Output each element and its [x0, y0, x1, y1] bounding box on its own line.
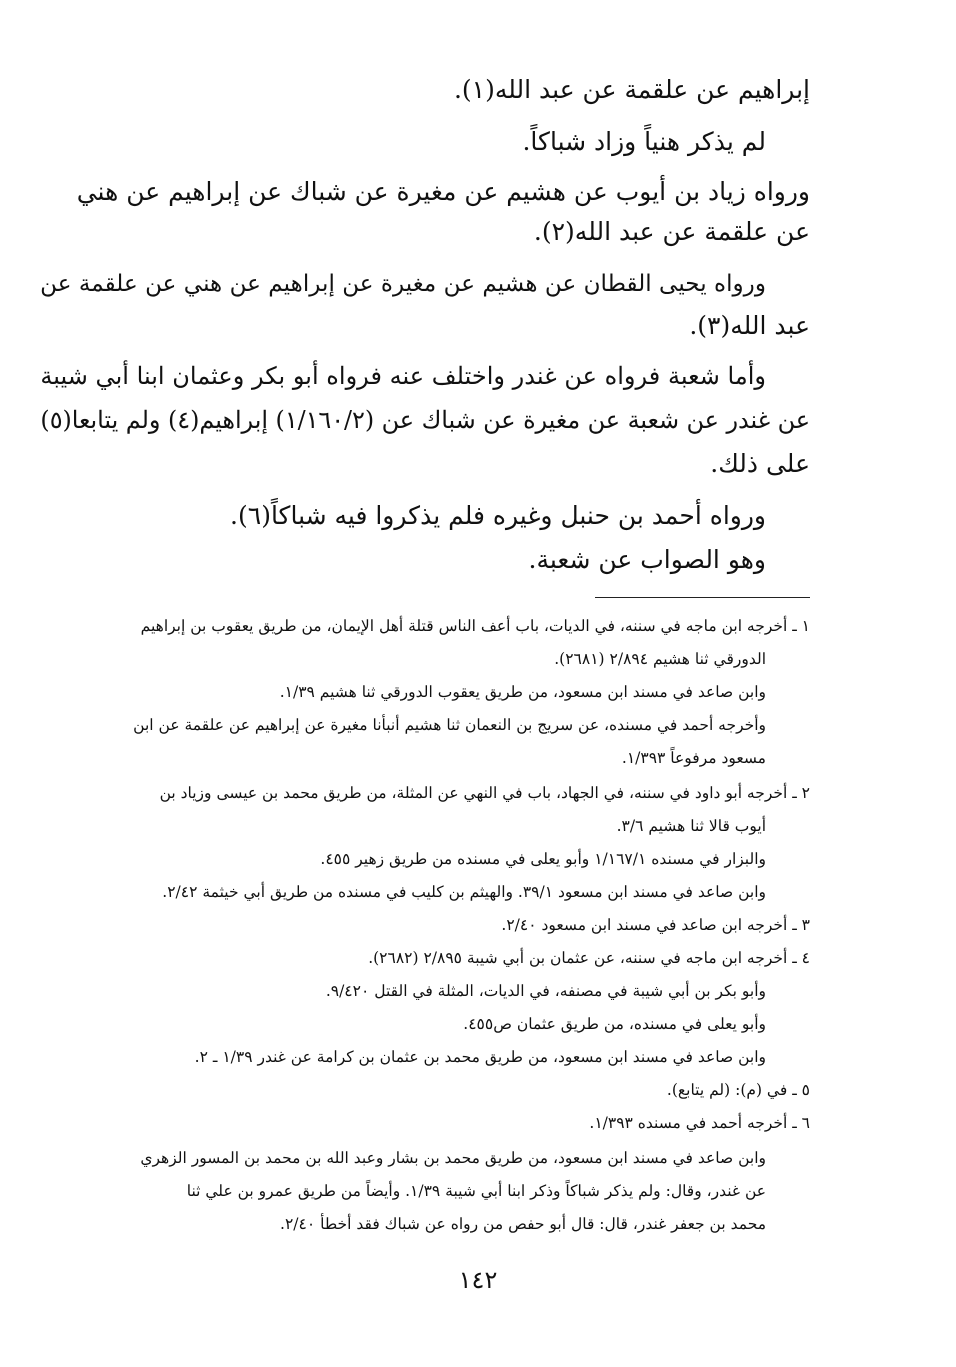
footnote-line: وابن صاعد في مسند ابن مسعود، من طريق محمد بن عثمان بن كرامة عن غندر ١/٣٩ ـ ٢.	[194, 1048, 766, 1066]
footnote-line: ٢ ـ أخرجه أبو داود في سننه، في الجهاد، باب في النهي عن المثلة، من طريق محمد بن عيسى وزياد بن	[159, 784, 810, 802]
footnote-line: الدورقي ثنا هشيم ٢/٨٩٤ (٢٦٨١).	[554, 650, 766, 668]
footnote-line: ٦ ـ أخرجه أحمد في مسنده ١/٣٩٣.	[589, 1114, 810, 1132]
footnote-line: عن غندر، وقال: ولم يذكر شباكاً وذكر ابنا أبي شيبة ١/٣٩. وأيضاً من طريق عمرو بن علي ثنا	[186, 1182, 766, 1200]
footnote-line: ٥ ـ في (م): (لم يتابع).	[666, 1081, 810, 1099]
main-text-line: ورواه يحيى القطان عن هشيم عن مغيرة عن إبراهيم عن هني عن علقمة عن	[40, 271, 766, 297]
footnote-line: وأبو بكر بن أبي شيبة في مصنفه، في الديات، المثلة في القتل ٩/٤٢٠.	[325, 982, 766, 1000]
main-text-line: ورواه أحمد بن حنبل وغيره فلم يذكروا فيه شباكاً(٦).	[230, 501, 766, 530]
main-text-line: عبد الله(٣).	[689, 311, 810, 340]
main-text-line: عن علقمة عن عبد الله(٢).	[533, 217, 810, 246]
footnote-line: وأبو يعلى في مسنده، من طريق عثمان ص٤٥٥.	[463, 1015, 766, 1033]
footnote-separator	[595, 597, 810, 598]
main-text-line: ورواه زياد بن أيوب عن هشيم عن مغيرة عن شباك عن إبراهيم عن هني	[76, 177, 810, 206]
footnote-line: والبزار في مسنده ١/١٦٧/١ وأبو يعلى في مسنده من طريق زهير ٤٥٥.	[320, 850, 766, 868]
footnote-line: أيوب قالا ثنا هشيم ٣/٦.	[616, 817, 766, 835]
main-text-line: وهو الصواب عن شعبة.	[528, 545, 766, 574]
footnote-line: ١ ـ أخرجه ابن ماجه في سننه، في الديات، باب أعف الناس قتلة أهل الإيمان، من طريق يعقوب بن إبراهيم	[140, 617, 810, 635]
footnote-line: وأخرجه أحمد في مسنده، عن سريج بن النعمان ثنا هشيم أنبأنا مغيرة عن إبراهيم عن علقمة عن ابن	[133, 716, 766, 734]
main-text-line: وأما شعبة فرواه عن غندر واختلف عنه فرواه أبو بكر وعثمان ابنا أبي شيبة	[40, 362, 766, 390]
main-text-line: على ذلك.	[710, 449, 810, 478]
page-number: ١٤٢	[458, 1266, 498, 1294]
footnote-line: وابن صاعد في مسند ابن مسعود ٣٩/١. والهيثم بن كليب في مسنده من طريق أبي خيثمة ٢/٤٢.	[162, 883, 766, 901]
footnote-line: ٣ ـ أخرجه ابن صاعد في مسند ابن مسعود ٢/٤٠.	[501, 916, 810, 934]
main-text-line: عن غندر عن شعبة عن مغيرة عن شباك عن (١/١٦٠/٢) إبراهيم(٤) ولم يتابعا(٥)	[40, 406, 810, 434]
footnote-line: وابن صاعد في مسند ابن مسعود، من طريق محمد بن بشار وعبد الله بن محمد بن المسور الزهري	[140, 1149, 766, 1167]
footnote-line: محمد بن جعفر غندر، قال: قال أبو حفص من رواه عن شباك فقد أخطأ ٢/٤٠.	[280, 1215, 766, 1233]
main-text-line: إبراهيم عن علقمة عن عبد الله(١).	[453, 75, 810, 104]
main-text-line: لم يذكر هنياً وزاد شباكاً.	[522, 127, 766, 156]
footnote-line: مسعود مرفوعاً ١/٣٩٣.	[621, 749, 766, 767]
footnote-line: ٤ ـ أخرجه ابن ماجه في سننه، عن عثمان بن أبي شيبة ٢/٨٩٥ (٢٦٨٢).	[368, 949, 810, 967]
footnote-line: وابن صاعد في مسند ابن مسعود، من طريق يعقوب الدورقي ثنا هشيم ١/٣٩.	[279, 683, 766, 701]
